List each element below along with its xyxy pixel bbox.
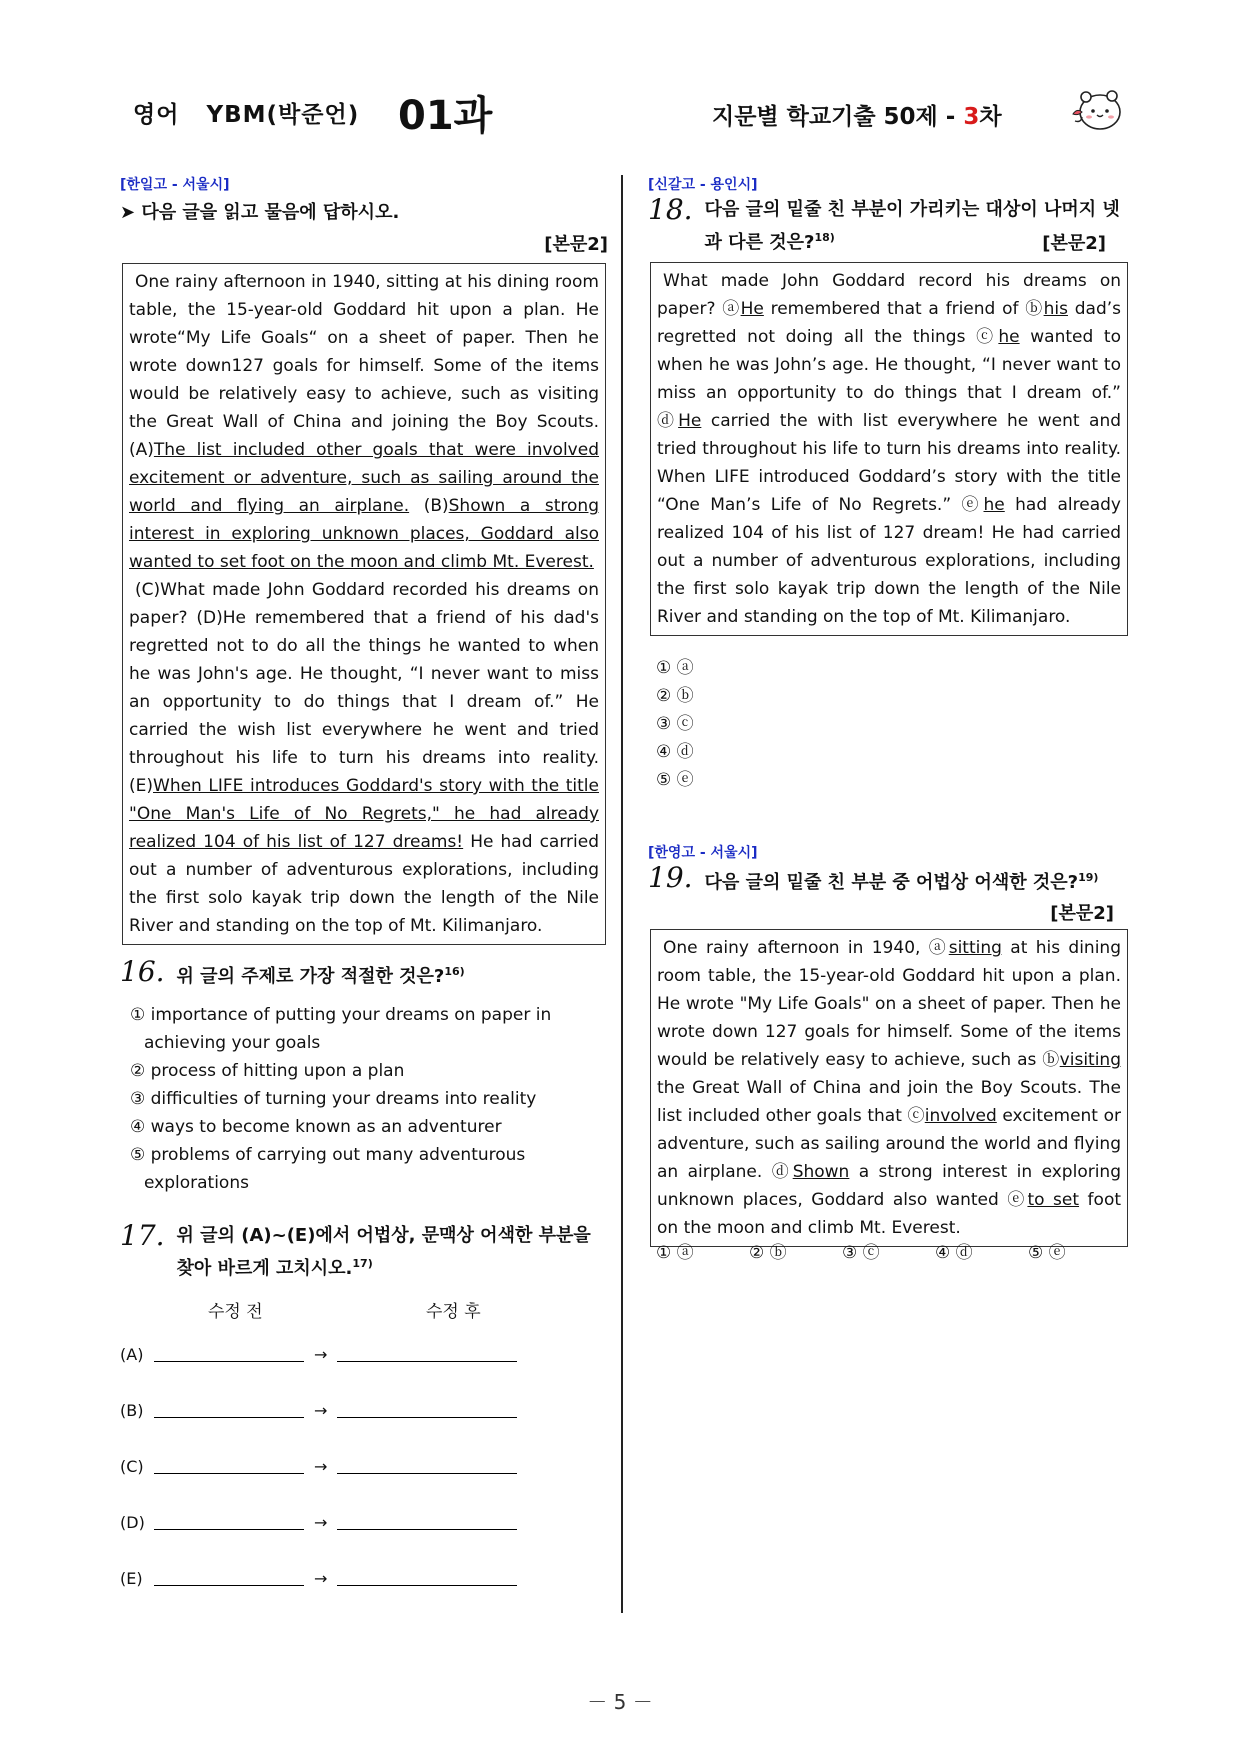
underlined-e: he	[983, 495, 1005, 515]
series-title: 지문별 학교기출 50제 - 3차	[712, 104, 1002, 130]
answer-before[interactable]	[154, 1571, 304, 1586]
option-1[interactable]: ① importance of putting your dreams on paper in achieving your goals	[130, 1005, 552, 1053]
choice-3[interactable]: ③ ⓒ	[656, 714, 694, 734]
underlined-a: He	[740, 299, 764, 319]
underlined-d: He	[678, 411, 702, 431]
question-number: 16.	[120, 955, 165, 988]
option-3[interactable]: ③ difficulties of turning your dreams into reality	[130, 1089, 537, 1109]
option-2[interactable]: ② process of hitting upon a plan	[130, 1061, 405, 1081]
answer-after[interactable]	[337, 1459, 517, 1474]
choice-2[interactable]: ② ⓑ	[656, 686, 694, 706]
left-column	[120, 174, 608, 256]
source-tag: [신갈고 - 용인시]	[648, 177, 758, 193]
underlined-b: Shown a strong interest in exploring unknown places, Goddard also wanted to set foot on the moon and climb Mt. Everest.	[129, 496, 599, 572]
answer-after[interactable]	[337, 1571, 517, 1586]
question-text: 위 글의 주제로 가장 적절한 것은?	[176, 966, 445, 987]
passage-paragraph-1: One rainy afternoon in 1940, sitting at his dining room table, the 15-year-old Goddard hit upon a plan. He wrote“My Life Goals“ on a sheet of paper. Then he wrote down127 goals for himself. Some of the items would be relatively easy to achieve, such as visiting the Great Wall of China and joining the Boy Scouts. (A)The list included other goals that were involved excitement or adventure, such as sailing around the world and flying an airplane. (B)Shown a strong interest in exploring unknown places, Goddard also wanted to set foot on the moon and climb Mt. Everest.	[129, 272, 599, 572]
question-number: 17.	[120, 1219, 165, 1252]
choices-18	[648, 654, 1126, 794]
fix-headers	[208, 1297, 604, 1322]
instruction: ➤ 다음 글을 읽고 물음에 답하시오.	[120, 202, 400, 223]
before-label: 수정 전	[208, 1302, 263, 1322]
passage-paragraph: What made John Goddard record his dreams on paper? ⓐHe remembered that a friend of ⓑhis dad’s regretted not doing all the things ⓒhe wanted to when he was John’s age. He thought, “I never want to miss an opportunity to do things that I dream of.” ⓓHe carried the with list everywhere he went and tried throughout his life to turn his dreams into reality. When LIFE introduced Goddard’s story with the title “One Man’s Life of No Regrets.” ⓔhe had already realized 104 of his list of 127 dream! He had carried out a number of adventurous explorations, including the first solo kayak trip down the length of the Nile River and standing on the top of Mt. Kilimanjaro.	[657, 271, 1122, 627]
answer-before[interactable]	[154, 1347, 304, 1362]
subject-title	[133, 96, 359, 129]
underlined-e: When LIFE introduces Goddard's story with the title "One Man's Life of No Regrets," he had already realized 104 of his list of 127 dreams!	[129, 776, 599, 852]
underlined-b: his	[1043, 299, 1068, 319]
section-tag: [본문2]	[1050, 903, 1114, 924]
passage-box-19	[650, 929, 1128, 1247]
question-17: 17. 위 글의 (A)~(E)에서 어법상, 문맥상 어색한 부분을 찾아 바르게 고치시오.$^{17)}$ 수정 전 수정 후 (A) → (B) → (C) → (D) → (E) →	[120, 1222, 604, 1606]
lesson-number: 01과	[398, 93, 493, 139]
answer-before[interactable]	[154, 1515, 304, 1530]
choice-5[interactable]: ⑤ ⓔ	[656, 770, 694, 790]
underlined-c: he	[998, 327, 1020, 347]
fix-row: (C) →	[120, 1438, 604, 1494]
choice-4[interactable]: ④ ⓓ	[656, 742, 694, 762]
column-divider	[621, 175, 623, 1613]
passage-paragraph: One rainy afternoon in 1940, ⓐsitting at his dining room table, the 15-year-old Goddard hit upon a plan. He wrote "My Life Goals" on a sheet of paper. Then he wrote down 127 goals for himself. Some of the items would be relatively easy to achieve, such as ⓑvisiting the Great Wall of China and join the Boy Scouts. The list included other goals that ⓒinvolved excitement or adventure, such as sailing around the world and flying an airplane. ⓓShown a strong interest in exploring unknown places, Goddard also wanted ⓔto set foot on the moon and climb Mt. Everest.	[657, 938, 1122, 1238]
underlined-b: visiting	[1059, 1050, 1121, 1070]
answer-after[interactable]	[337, 1403, 517, 1418]
section-tag: [본문2]	[544, 234, 608, 255]
underlined-d: Shown	[792, 1162, 850, 1182]
source-tag: [한영고 - 서울시]	[648, 845, 758, 861]
subject-label: 영어	[133, 102, 180, 128]
underlined-a: The list included other goals that were involved excitement or adventure, such as sailing around the world and flying an airplane.	[129, 440, 599, 516]
series-round: 3	[963, 104, 980, 130]
publisher-label: YBM(박준언)	[206, 102, 360, 128]
choices-19	[656, 1238, 1134, 1263]
choice-2[interactable]: ② ⓑ	[749, 1243, 787, 1263]
underlined-e: to set	[1027, 1190, 1080, 1210]
question-18: [신갈고 - 용인시] 18. 다음 글의 밑줄 친 부분이 가리키는 대상이 나머지 넷과 다른 것은?$^{18)}$ [본문2]	[648, 174, 1126, 255]
answer-after[interactable]	[337, 1347, 517, 1362]
after-label: 수정 후	[426, 1302, 481, 1322]
fix-row: (D) →	[120, 1494, 604, 1550]
question-text: 다음 글의 밑줄 친 부분이 가리키는 대상이 나머지 넷과 다른 것은?	[704, 199, 1120, 253]
question-number: 18.	[648, 193, 693, 226]
option-5[interactable]: ⑤ problems of carrying out many adventurous explorations	[130, 1145, 526, 1193]
page-number: － 5 －	[587, 1690, 653, 1714]
choice-1[interactable]: ① ⓐ	[656, 1243, 694, 1263]
fix-rows	[120, 1326, 604, 1606]
choice-1[interactable]: ① ⓐ	[656, 658, 694, 678]
bear-mascot-icon	[1070, 84, 1126, 134]
passage-box	[122, 263, 606, 945]
fix-row: (B) →	[120, 1382, 604, 1438]
section-tag: [본문2]	[1042, 233, 1106, 254]
passage-paragraph-2: (C)What made John Goddard recorded his dreams on paper? (D)He remembered that a friend of his dad's regretted not to do all the things he wanted to when he was John's age. He thought, “I never want to miss an opportunity to do things that I dream of.” He carried the wish list everywhere he went and tried throughout his life to turn his dreams into reality. (E)When LIFE introduces Goddard's story with the title "One Man's Life of No Regrets," he had already realized 104 of his list of 127 dreams! He had carried out a number of adventurous explorations, including the first solo kayak trip down the length of the Nile River and standing on the top of Mt. Kilimanjaro.	[129, 580, 600, 936]
answer-after[interactable]	[337, 1515, 517, 1530]
question-number: 19.	[648, 861, 693, 894]
choice-3[interactable]: ③ ⓒ	[842, 1243, 880, 1263]
option-4[interactable]: ④ ways to become known as an adventurer	[130, 1117, 502, 1137]
question-text: 위 글의 (A)~(E)에서 어법상, 문맥상 어색한 부분을 찾아 바르게 고치시오.	[176, 1225, 591, 1279]
fix-row: (E) →	[120, 1550, 604, 1606]
underlined-c: involved	[924, 1106, 997, 1126]
answer-before[interactable]	[154, 1403, 304, 1418]
choice-5[interactable]: ⑤ ⓔ	[1028, 1243, 1066, 1263]
choice-4[interactable]: ④ ⓓ	[935, 1243, 973, 1263]
fix-row: (A) →	[120, 1326, 604, 1382]
source-tag: [한일고 - 서울시]	[120, 177, 230, 193]
question-16: 16. 위 글의 주제로 가장 적절한 것은?$^{16)}$ ① importance of putting your dreams on paper in achieving your goals ② process of hitting upon a plan ③ difficulties of turning your dreams into reality ④ ways to become known as an adventurer ⑤ problems of carrying out many adventurous explorations	[120, 958, 604, 1197]
passage-box-18	[650, 262, 1128, 636]
options-list	[120, 1001, 604, 1197]
answer-before[interactable]	[154, 1459, 304, 1474]
question-19: [한영고 - 서울시] 19. 다음 글의 밑줄 친 부분 중 어법상 어색한 것은?$^{19)}$ [본문2]	[648, 842, 1126, 925]
question-text: 다음 글의 밑줄 친 부분 중 어법상 어색한 것은?	[704, 872, 1079, 893]
underlined-a: sitting	[948, 938, 1002, 958]
